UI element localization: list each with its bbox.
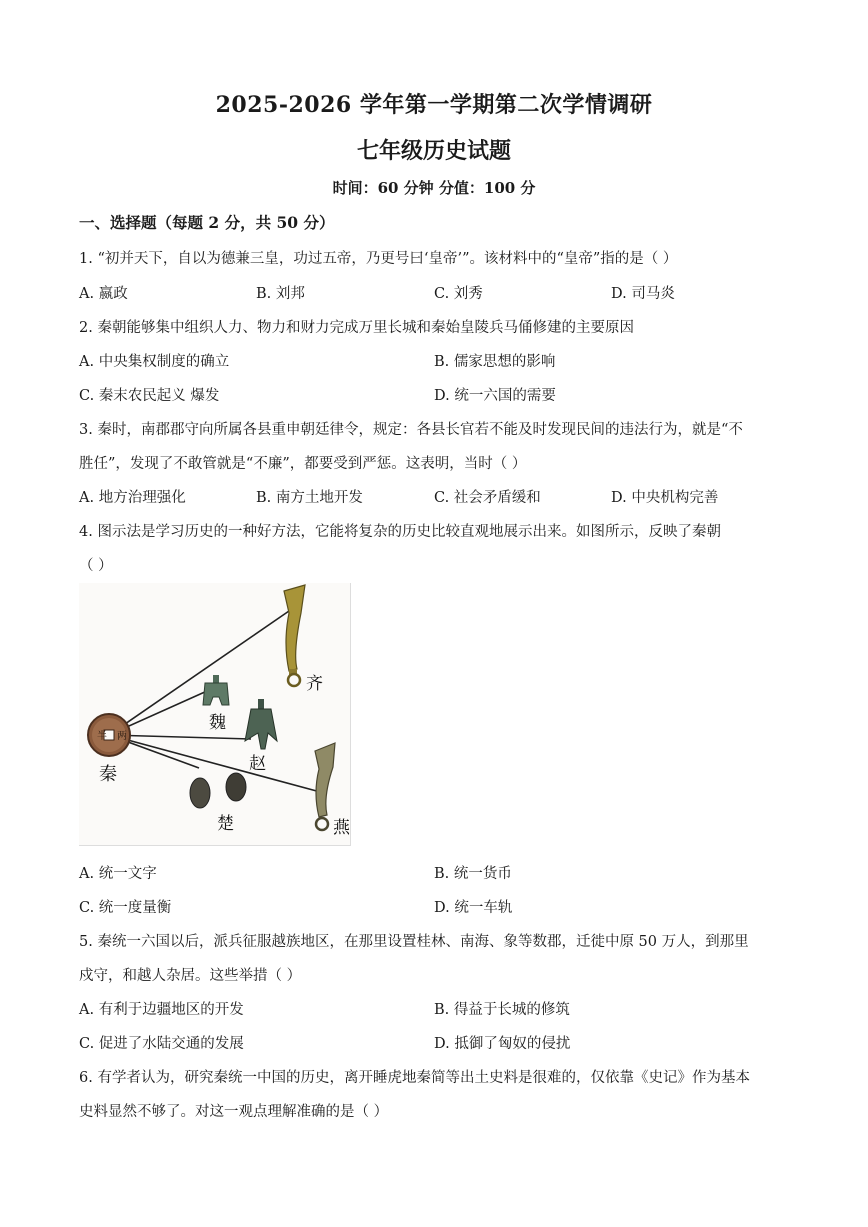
label-qi: 齐 bbox=[306, 674, 323, 694]
label-zhao: 赵 bbox=[249, 754, 266, 774]
label-wei: 魏 bbox=[209, 713, 226, 733]
zhao-spade-coin-icon bbox=[245, 699, 277, 749]
exam-meta: 时间：60 分钟 分值：100 分 bbox=[332, 179, 536, 197]
q2-stem: 2. 秦朝能够集中组织人力、物力和财力完成万里长城和秦始皇陵兵马俑修建的主要原因 bbox=[79, 320, 634, 336]
q5-option-a: A. 有利于边疆地区的开发 bbox=[79, 1002, 244, 1018]
q1-option-a: A. 嬴政 bbox=[79, 286, 128, 302]
qin-round-coin-icon bbox=[88, 714, 130, 756]
q3-stem-line2: 胜任”，发现了不敢管就是“不廉”，都要受到严惩。这表明，当时（ ） bbox=[79, 456, 527, 472]
q4-stem-line1: 4. 图示法是学习历史的一种好方法，它能将复杂的历史比较直观地展示出来。如图所示，反映了秦朝 bbox=[79, 524, 721, 540]
q5-stem-line2: 戍守，和越人杂居。这些举措（ ） bbox=[79, 968, 302, 984]
line-to-yan bbox=[109, 735, 324, 793]
coin-unification-figure bbox=[79, 583, 351, 846]
q5-option-d: D. 抵御了匈奴的侵扰 bbox=[434, 1036, 571, 1052]
q2-option-d: D. 统一六国的需要 bbox=[434, 388, 556, 404]
q3-stem-line1: 3. 秦时，南郡郡守向所属各县重申朝廷律令，规定：各县长官若不能及时发现民间的违法行为，就是“不 bbox=[79, 422, 743, 438]
q4-option-d: D. 统一车轨 bbox=[434, 900, 513, 916]
q6-stem-line2: 史料显然不够了。对这一观点理解准确的是（ ） bbox=[79, 1104, 389, 1120]
q2-option-b: B. 儒家思想的影响 bbox=[434, 354, 556, 370]
exam-title: 2025-2026 学年第一学期第二次学情调研 bbox=[215, 92, 653, 118]
q3-option-b: B. 南方土地开发 bbox=[256, 490, 363, 506]
q1-stem: 1. “初并天下，自以为德兼三皇，功过五帝，乃更号曰‘皇帝’”。该材料中的“皇帝”指的是（ ） bbox=[79, 251, 678, 267]
q6-stem-line1: 6. 有学者认为，研究秦统一中国的历史，离开睡虎地秦简等出土史料是很难的，仅依靠《史记》作为基本 bbox=[79, 1070, 750, 1086]
q4-option-a: A. 统一文字 bbox=[79, 866, 157, 882]
q1-option-b: B. 刘邦 bbox=[256, 286, 305, 302]
wei-spade-coin-icon bbox=[203, 675, 229, 705]
coin-diagram bbox=[79, 583, 350, 845]
label-yan: 燕 bbox=[333, 818, 350, 838]
yan-knife-coin-icon bbox=[315, 743, 335, 830]
q5-option-b: B. 得益于长城的修筑 bbox=[434, 1002, 570, 1018]
q2-option-a: A. 中央集权制度的确立 bbox=[79, 354, 230, 370]
label-qin: 秦 bbox=[99, 764, 117, 785]
section-heading: 一、选择题（每题 2 分，共 50 分） bbox=[79, 213, 335, 232]
q5-option-c: C. 促进了水陆交通的发展 bbox=[79, 1036, 244, 1052]
q3-option-d: D. 中央机构完善 bbox=[611, 490, 719, 506]
q5-stem-line1: 5. 秦统一六国以后，派兵征服越族地区，在那里设置桂林、南海、象等数郡，迁徙中原 50 万人，到那里 bbox=[79, 934, 749, 950]
qi-knife-coin-icon bbox=[284, 585, 305, 686]
q4-option-c: C. 统一度量衡 bbox=[79, 900, 172, 916]
label-chu: 楚 bbox=[217, 814, 234, 834]
qin-coin-text: 半 两 bbox=[97, 731, 127, 742]
q2-option-c: C. 秦末农民起义 爆发 bbox=[79, 388, 220, 404]
q4-option-b: B. 统一货币 bbox=[434, 866, 512, 882]
q4-stem-line2: （ ） bbox=[79, 558, 113, 574]
q1-option-c: C. 刘秀 bbox=[434, 286, 483, 302]
q1-option-d: D. 司马炎 bbox=[611, 286, 675, 302]
chu-ant-nose-coins-icon bbox=[190, 773, 246, 808]
q3-option-a: A. 地方治理强化 bbox=[79, 490, 186, 506]
q3-option-c: C. 社会矛盾缓和 bbox=[434, 490, 541, 506]
exam-subtitle: 七年级历史试题 bbox=[356, 138, 511, 164]
